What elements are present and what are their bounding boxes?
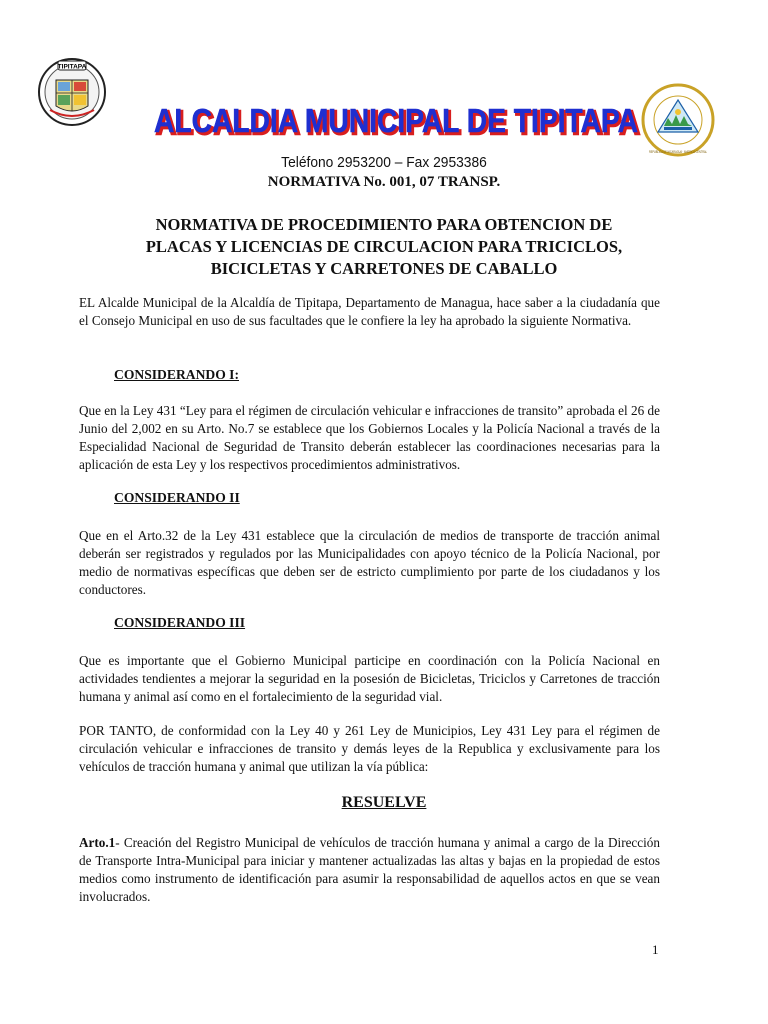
normativa-number: NORMATIVA No. 001, 07 TRANSP. <box>267 174 501 190</box>
municipality-title-banner <box>148 92 644 144</box>
title-shadow: ALCALDIA MUNICIPAL DE TIPITAPA <box>156 104 640 141</box>
heading-line: BICICLETAS Y CARRETONES DE CABALLO <box>210 259 558 278</box>
considerando-1-text: Que en la Ley 431 “Ley para el régimen de circulación vehicular e infracciones de transito” aprobada el 26 de Junio del 2,002 en su Arto. No.7 se establece que los Gobiernos Locales y la Policía Nacional a través de la Especialidad Nacional de Seguridad de Transito deberán establecer las coordinaciones necesarias para la aplicación de esta Ley y los respectivos procedimientos administrativos. <box>79 403 660 472</box>
document-heading <box>100 214 668 280</box>
considerando-3-text: Que es importante que el Gobierno Municipal participe en coordinación con la Policía Nacional en actividades tendientes a mejorar la seguridad en la posesión de Bicicletas, Triciclos y Carretones de tracción humana y animal así como en el fortalecimiento de la seguridad vial. <box>79 653 660 704</box>
seal-text: TIPITAPA <box>57 63 87 71</box>
resuelve-heading: RESUELVE <box>341 794 427 811</box>
heading-line: NORMATIVA DE PROCEDIMIENTO PARA OBTENCION DE <box>155 215 613 234</box>
nicaragua-seal-logo <box>640 82 716 158</box>
heading-line: PLACAS Y LICENCIAS DE CIRCULACION PARA TRICICLOS, <box>145 237 623 256</box>
considerando-3-title: CONSIDERANDO III <box>114 615 246 630</box>
page-number: 1 <box>652 942 659 957</box>
considerando-2-text: Que en el Arto.32 de la Ley 431 establece que la circulación de medios de transporte de tracción animal deberán ser registrados y regulados por las Municipalidades con apoyo técnico de la Policía Nacional, por medio de normativas específicas que deben ser de estricto cumplimiento por parte de los ciudadanos y los conductores. <box>79 528 660 597</box>
page-title: ALCALDIA MUNICIPAL DE TIPITAPA <box>154 102 638 139</box>
arto-1-label: Arto.1 <box>79 835 116 850</box>
intro-paragraph: EL Alcalde Municipal de la Alcaldía de Tipitapa, Departamento de Managua, hace saber a la ciudadanía que el Consejo Municipal en uso de sus facultades que le confiere la ley ha aprobado la siguiente Normativa. <box>79 295 660 328</box>
arto-1-text: - Creación del Registro Municipal de vehículos de tracción humana y animal a cargo de la Dirección de Transporte Intra-Municipal para iniciar y mantener actualizadas las altas y bajas en la propiedad de estos medios como instrumento de identificación para asumir la responsabilidad de aquellos actos en que se vean involucrados. <box>79 835 660 904</box>
considerando-2-title: CONSIDERANDO II <box>114 490 240 505</box>
seal-text-right: REPUBLICA DE NICARAGUA · AMERICA CENTRAL <box>649 150 708 154</box>
tipitapa-seal-logo <box>36 56 108 128</box>
phone-fax-line: Teléfono 2953200 – Fax 2953386 <box>281 154 487 171</box>
por-tanto-paragraph: POR TANTO, de conformidad con la Ley 40 y 261 Ley de Municipios, Ley 431 Ley para el régimen de circulación vehicular e infracciones de transito y demás leyes de la Republica y exclusivamente para los vehículos de tracción humana y animal que utilizan la vía pública: <box>79 723 660 774</box>
considerando-1-title: CONSIDERANDO I: <box>114 367 239 382</box>
arto-1-paragraph <box>79 834 660 906</box>
